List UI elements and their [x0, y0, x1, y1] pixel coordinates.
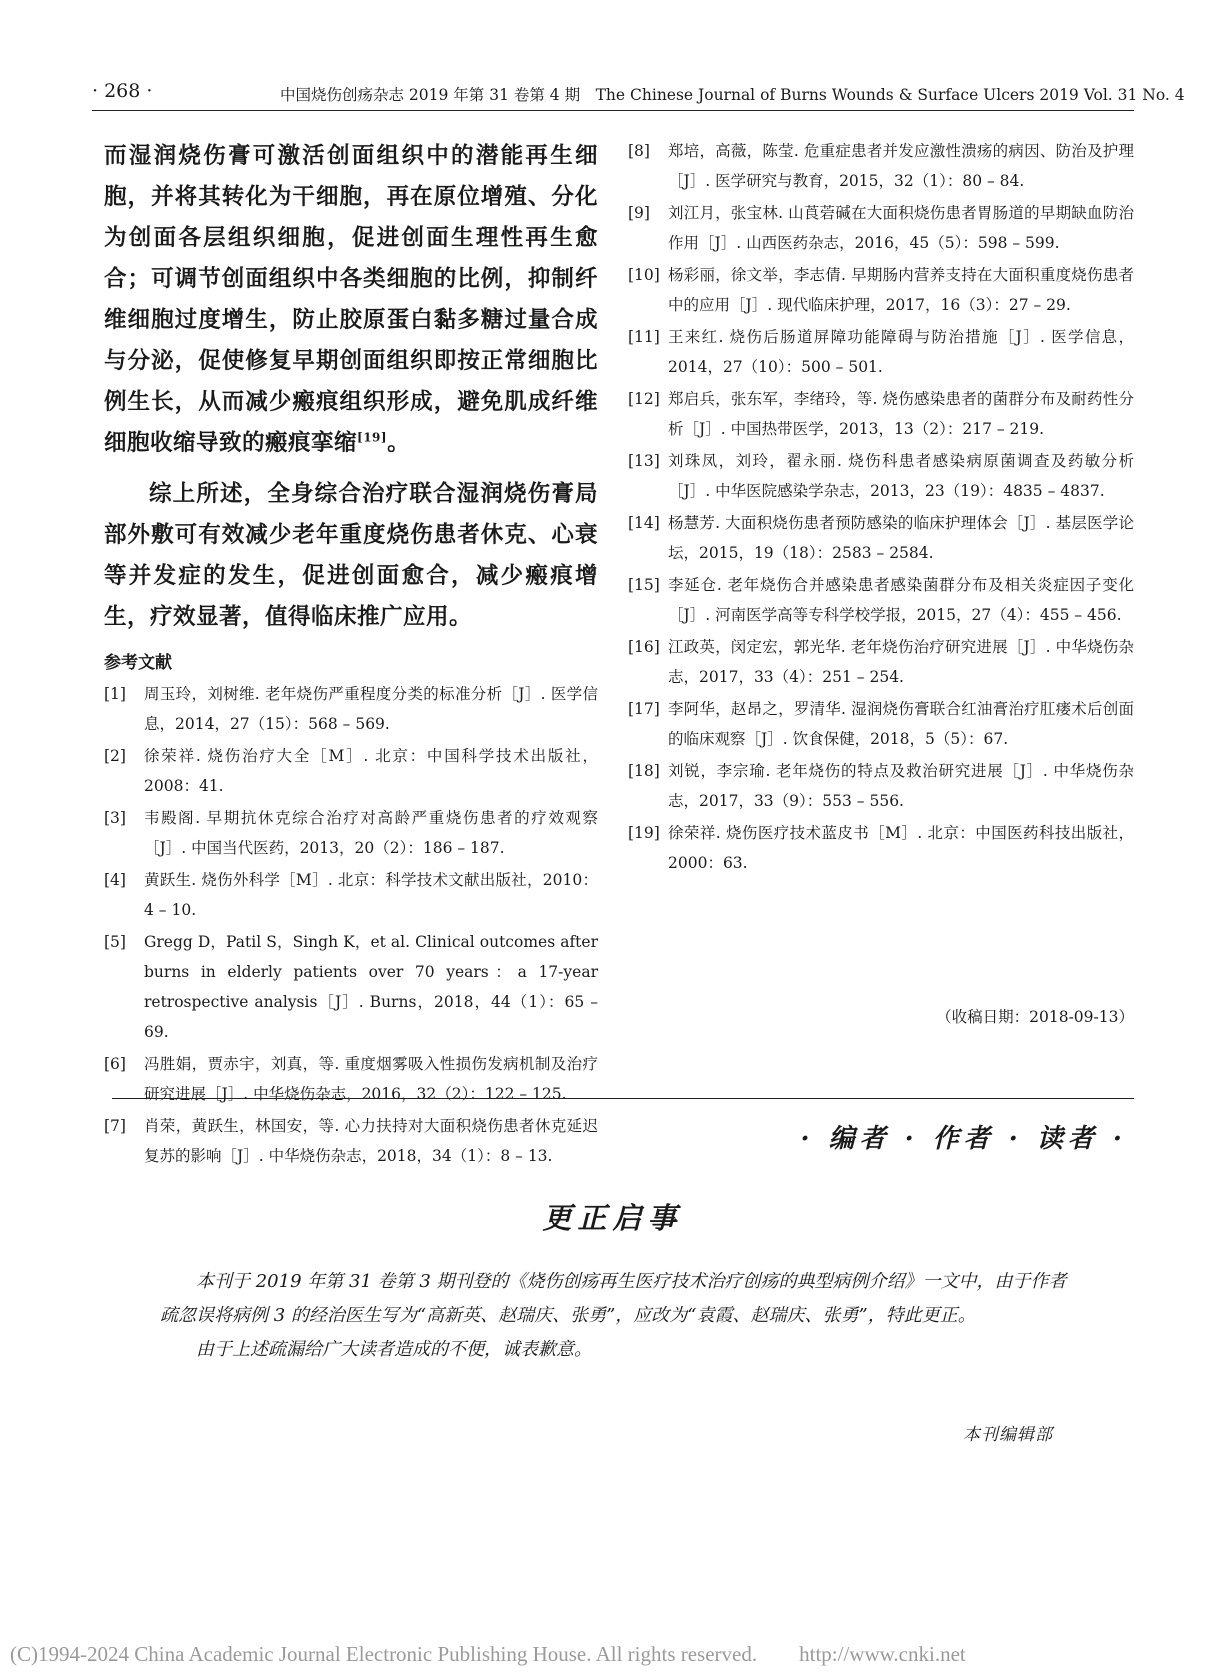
body-paragraph-2: 综上所述，全身综合治疗联合湿润烧伤膏局部外敷可有效减少老年重度烧伤患者休克、心衰等并发症的发生，促进创面愈合，减少瘢痕增生，疗效显著，值得临床推广应用。 [104, 481, 598, 630]
left-column [104, 136, 598, 1173]
reference-number: [12] [628, 390, 660, 408]
reference-text: 刘江月，张宝林. 山莨菪碱在大面积烧伤患者胃肠道的早期缺血防治作用［J］. 山西医药杂志，2016，45（5）：598 – 599. [668, 204, 1134, 252]
reference-number: [16] [628, 638, 660, 656]
reference-text: Gregg D，Patil S，Singh K，et al. Clinical outcomes after burns in elderly patients over 70 years：a 17-year retrospective analysis［J］. Burns，2018，44（1）：65 – 69. [144, 933, 598, 1041]
reference-number: [4] [104, 871, 126, 889]
reference-number: [14] [628, 514, 660, 532]
reference-text: 徐荣祥. 烧伤治疗大全［M］. 北京：中国科学技术出版社，2008：41. [144, 747, 598, 795]
reference-text: 王来红. 烧伤后肠道屏障功能障碍与防治措施［J］. 医学信息，2014，27（10）：500 – 501. [668, 328, 1134, 376]
section-label: · 编者 · 作者 · 读者 · [800, 1124, 1127, 1154]
reference-item [104, 927, 598, 1047]
reference-text: 李阿华，赵昂之，罗清华. 湿润烧伤膏联合红油膏治疗肛瘘术后创面的临床观察［J］. 饮食保健，2018，5（5）：67. [668, 700, 1134, 748]
reference-item [628, 136, 1134, 196]
reference-text: 徐荣祥. 烧伤医疗技术蓝皮书［M］. 北京：中国医药科技出版社，2000：63. [668, 824, 1134, 872]
reference-item [628, 322, 1134, 382]
reference-text: 江政英，闵定宏，郭光华. 老年烧伤治疗研究进展［J］. 中华烧伤杂志，2017，33（4）：251 – 254. [668, 638, 1134, 686]
reference-item [628, 818, 1134, 878]
reference-number: [7] [104, 1117, 126, 1135]
reference-number: [8] [628, 142, 650, 160]
body-paragraph-1 [104, 136, 598, 464]
reference-item [628, 756, 1134, 816]
reference-item [104, 803, 598, 863]
reference-item [104, 679, 598, 739]
reference-list-right [628, 136, 1134, 878]
body-paragraph-1-text: 而湿润烧伤膏可激活创面组织中的潜能再生细胞，并将其转化为干细胞，再在原位增殖、分化为创面各层组织细胞，促进创面生理性再生愈合；可调节创面组织中各类细胞的比例，抑制纤维细胞过度增生，防止胶原蛋白黏多糖过量合成与分泌，促使修复早期创面组织即按正常细胞比例生长，从而减少瘢痕组织形成，避免肌成纤维细胞收缩导致的瘢痕挛缩 [104, 143, 598, 456]
reference-number: [13] [628, 452, 660, 470]
reference-number: [19] [628, 824, 660, 842]
body-paragraph-1-end: 。 [387, 430, 411, 456]
received-date: （收稿日期：2018-09-13） [936, 1008, 1134, 1026]
reference-number: [2] [104, 747, 126, 765]
reference-number: [1] [104, 685, 126, 703]
reference-item [628, 260, 1134, 320]
reference-number: [15] [628, 576, 660, 594]
reference-text: 杨慧芳. 大面积烧伤患者预防感染的临床护理体会［J］. 基层医学论坛，2015，19（18）：2583 – 2584. [668, 514, 1134, 562]
copyright-footer: (C)1994-2024 China Academic Journal Electronic Publishing House. All rights reserved. http://www.cnki.net [10, 1642, 966, 1666]
notice-body [160, 1265, 1080, 1367]
reference-text: 李延仓. 老年烧伤合并感染患者感染菌群分布及相关炎症因子变化［J］. 河南医学高等专科学校学报，2015，27（4）：455 – 456. [668, 576, 1134, 624]
references-heading: 参考文献 [104, 653, 172, 673]
reference-text: 刘锐，李宗瑜. 老年烧伤的特点及救治研究进展［J］. 中华烧伤杂志，2017，33（9）：553 – 556. [668, 762, 1134, 810]
header-rule [92, 110, 1134, 111]
reference-number: [17] [628, 700, 660, 718]
reference-item [628, 632, 1134, 692]
reference-item [104, 1049, 598, 1109]
right-column [628, 136, 1134, 880]
page-number: · 268 · [92, 80, 153, 102]
reference-number: [9] [628, 204, 650, 222]
reference-item [628, 198, 1134, 258]
notice-signature: 本刊编辑部 [963, 1425, 1053, 1445]
reference-number: [3] [104, 809, 126, 827]
reference-item [628, 384, 1134, 444]
notice-paragraph-1: 本刊于 2019 年第 31 卷第 3 期刊登的《烧伤创疡再生医疗技术治疗创疡的典型病例介绍》一文中，由于作者疏忽误将病例 3 的经治医生写为“高新英、赵瑞庆、张勇”，应改为“袁霞、赵瑞庆、张勇”，特此更正。 [160, 1271, 1067, 1326]
reference-number: [6] [104, 1055, 126, 1073]
reference-item [628, 694, 1134, 754]
reference-text: 周玉玲，刘树维. 老年烧伤严重程度分类的标准分析［J］. 医学信息，2014，27（15）：568 – 569. [144, 685, 598, 733]
reference-item [104, 865, 598, 925]
reference-text: 刘珠凤，刘玲，翟永丽. 烧伤科患者感染病原菌调查及药敏分析［J］. 中华医院感染学杂志，2013，23（19）：4835 – 4837. [668, 452, 1134, 500]
notice-paragraph-2: 由于上述疏漏给广大读者造成的不便，诚表歉意。 [196, 1339, 592, 1360]
reference-item [104, 741, 598, 801]
citation-19: [19] [357, 430, 388, 445]
running-header: 中国烧伤创疡杂志 2019 年第 31 卷第 4 期 The Chinese Journal of Burns Wounds & Surface Ulcers 2019 Vol. 31 No. 4 [280, 86, 1185, 104]
reference-text: 肖荣，黄跃生，林国安，等. 心力扶持对大面积烧伤患者休克延迟复苏的影响［J］. 中华烧伤杂志，2018，34（1）：8 – 13. [144, 1117, 598, 1165]
reference-text: 冯胜娟，贾赤宇，刘真，等. 重度烟雾吸入性损伤发病机制及治疗研究进展［J］. 中华烧伤杂志，2016，32（2）：122 – 125. [144, 1055, 598, 1103]
reference-item [628, 446, 1134, 506]
section-divider [112, 1098, 1134, 1099]
reference-item [104, 1111, 598, 1171]
reference-number: [10] [628, 266, 660, 284]
reference-number: [5] [104, 933, 126, 951]
notice-title: 更正启事 [542, 1201, 683, 1235]
reference-text: 郑启兵，张东军，李绪玲，等. 烧伤感染患者的菌群分布及耐药性分析［J］. 中国热带医学，2013，13（2）：217 – 219. [668, 390, 1134, 438]
reference-item [628, 508, 1134, 568]
reference-text: 黄跃生. 烧伤外科学［M］. 北京：科学技术文献出版社，2010：4 – 10. [144, 871, 598, 919]
reference-number: [18] [628, 762, 660, 780]
reference-item [628, 570, 1134, 630]
reference-text: 杨彩丽，徐文举，李志倩. 早期肠内营养支持在大面积重度烧伤患者中的应用［J］. 现代临床护理，2017，16（3）：27 – 29. [668, 266, 1134, 314]
reference-text: 郑培，高薇，陈莹. 危重症患者并发应激性溃疡的病因、防治及护理［J］. 医学研究与教育，2015，32（1）：80 – 84. [668, 142, 1134, 190]
reference-text: 韦殿阁. 早期抗休克综合治疗对高龄严重烧伤患者的疗效观察［J］. 中国当代医药，2013，20（2）：186 – 187. [144, 809, 598, 857]
reference-number: [11] [628, 328, 660, 346]
